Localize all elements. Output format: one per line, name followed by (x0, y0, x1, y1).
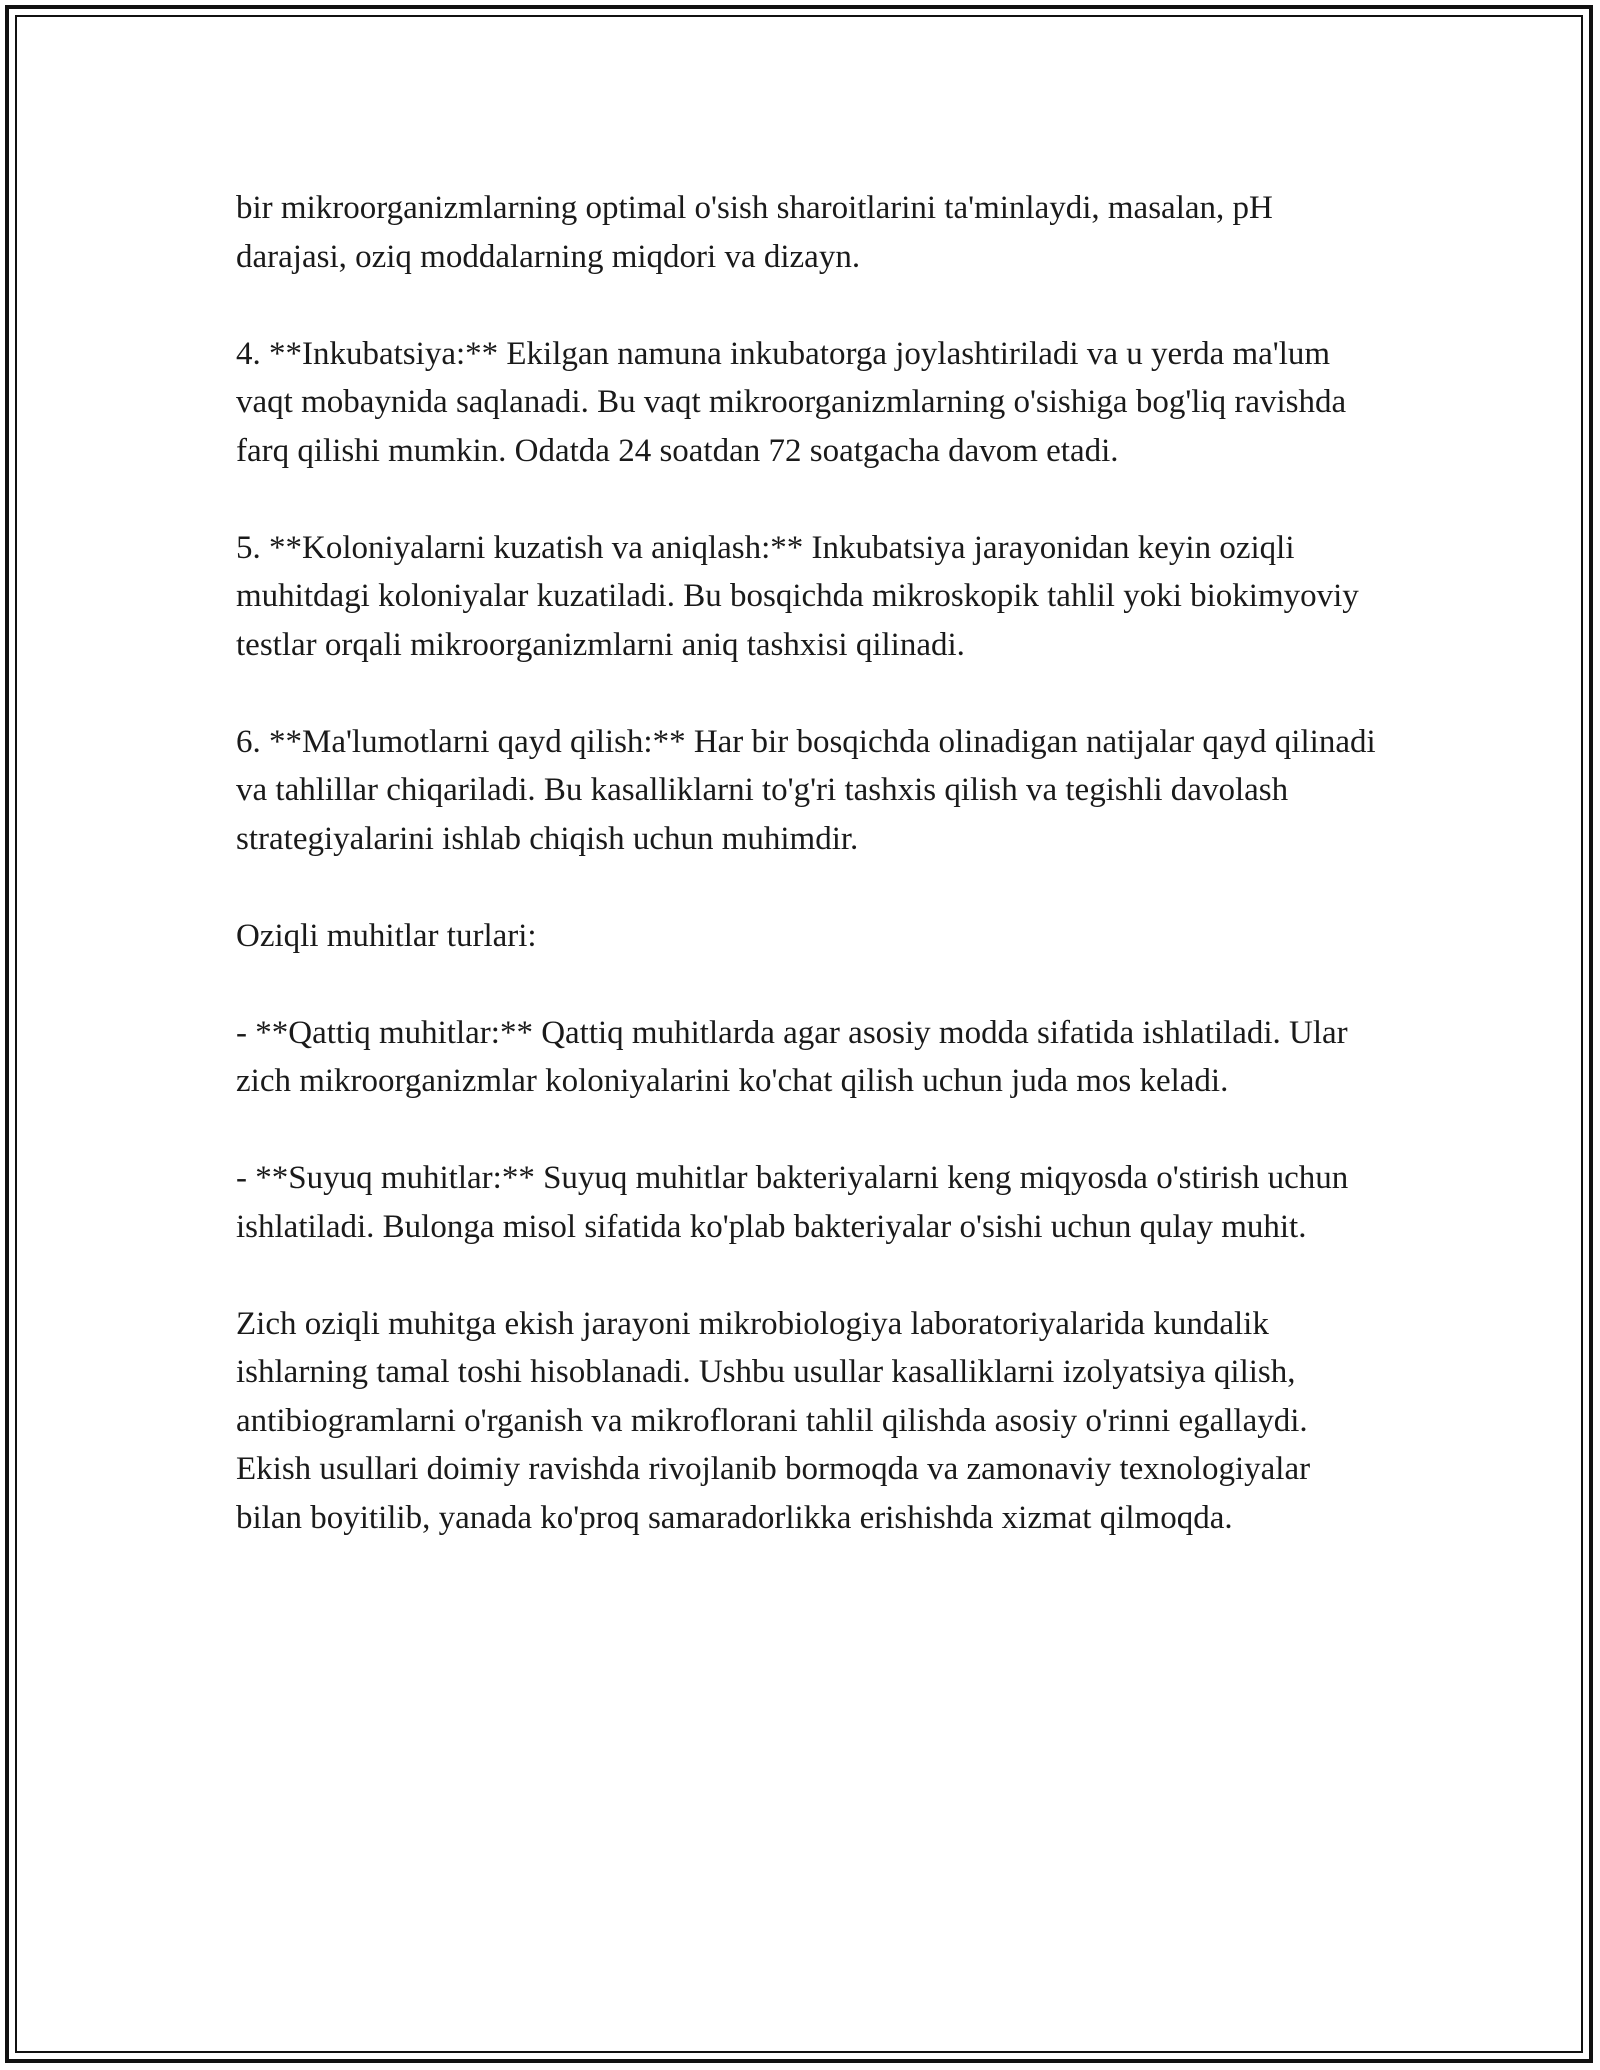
paragraph-step-4-incubation: 4. **Inkubatsiya:** Ekilgan namuna inkubatorga joylashtiriladi va u yerda ma'lum vaqt mobaynida saqlanadi. Bu vaqt mikroorganizmlarning o'sishiga bog'liq ravishda farq qilishi mumkin. Odatda 24 soatdan 72 soatgacha davom etadi. (236, 335, 1347, 469)
document-body (236, 184, 1376, 1591)
list-item-solid-media: - **Qattiq muhitlar:** Qattiq muhitlarda agar asosiy modda sifatida ishlatiladi. Ular zich mikroorganizmlar koloniyalarini ko'chat qilish uchun juda mos keladi. (236, 1014, 1348, 1099)
paragraph-continuation: bir mikroorganizmlarning optimal o'sish sharoitlarini ta'minlaydi, masalan, pH darajasi, oziq moddalarning miqdori va dizayn. (236, 190, 1273, 275)
section-heading-media-types: Oziqli muhitlar turlari: (236, 917, 537, 954)
list-item-liquid-media: - **Suyuq muhitlar:** Suyuq muhitlar bakteriyalarni keng miqyosda o'stirish uchun ishlatiladi. Bulonga misol sifatida ko'plab bakteriyalar o'sishi uchun qulay muhit. (236, 1160, 1349, 1245)
paragraph-step-5-colonies: 5. **Koloniyalarni kuzatish va aniqlash:** Inkubatsiya jarayonidan keyin oziqli muhitdagi koloniyalar kuzatiladi. Bu bosqichda mikroskopik tahlil yoki biokimyoviy testlar orqali mikroorganizmlarni aniq tashxisi qilinadi. (236, 529, 1359, 663)
paragraph-step-6-recording: 6. **Ma'lumotlarni qayd qilish:** Har bir bosqichda olinadigan natijalar qayd qilinadi va tahlillar chiqariladi. Bu kasalliklarni to'g'ri tashxis qilish va tegishli davolash strategiyalarini ishlab chiqish uchun muhimdir. (236, 723, 1376, 857)
paragraph-conclusion: Zich oziqli muhitga ekish jarayoni mikrobiologiya laboratoriyalarida kundalik ishlarning tamal toshi hisoblanadi. Ushbu usullar kasalliklarni izolyatsiya qilish, antibiogramlarni o'rganish va mikroflorani tahlil qilishda asosiy o'rinni egallaydi. Ekish usullari doimiy ravishda rivojlanib bormoqda va zamonaviy texnologiyalar bilan boyitilib, yanada ko'proq samaradorlikka erishishda xizmat qilmoqda. (236, 1305, 1311, 1536)
